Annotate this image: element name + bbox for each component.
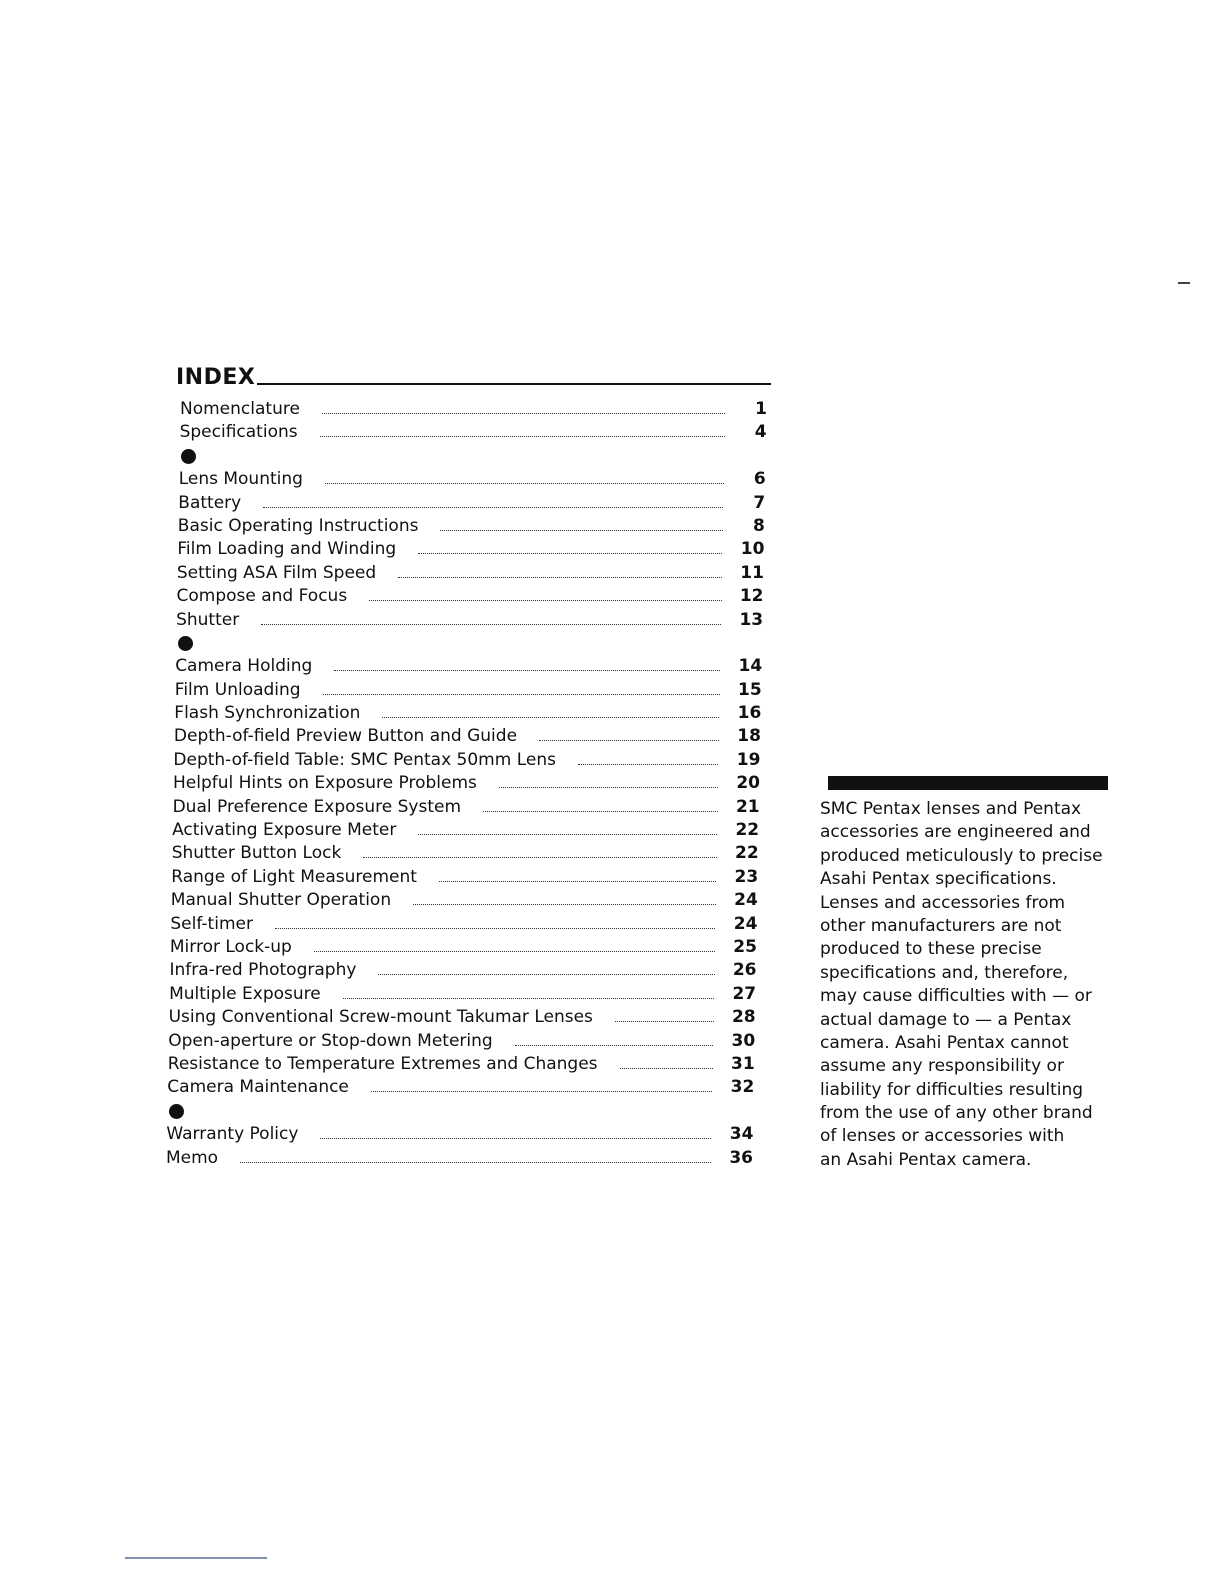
entry-page-number: 6 xyxy=(753,469,766,490)
index-entry xyxy=(174,725,765,748)
bullet-icon xyxy=(181,449,196,464)
entry-page-number: 28 xyxy=(731,1007,756,1028)
entry-page-number: 13 xyxy=(739,609,764,630)
dot-leader xyxy=(263,507,723,508)
dot-leader xyxy=(240,1162,711,1163)
index-entry xyxy=(180,421,771,444)
entry-title: Activating Exposure Meter xyxy=(172,820,397,841)
index-entry xyxy=(173,772,764,795)
entry-page-number: 4 xyxy=(754,422,767,443)
notice-text xyxy=(820,798,1140,1172)
bullet-icon xyxy=(169,1104,184,1119)
notice-line: produced to these precise xyxy=(820,939,1042,960)
dot-leader xyxy=(398,577,722,578)
entry-title: Lens Mounting xyxy=(178,469,303,490)
notice-line: SMC Pentax lenses and Pentax xyxy=(820,799,1082,819)
entry-page-number: 25 xyxy=(733,936,757,957)
entry-page-number: 20 xyxy=(736,773,760,794)
entry-page-number: 11 xyxy=(740,562,764,583)
dot-leader xyxy=(322,413,725,414)
entry-page-number: 24 xyxy=(734,890,758,911)
index-entry xyxy=(170,936,761,959)
notice-line: camera. Asahi Pentax cannot xyxy=(820,1032,1069,1053)
dot-leader xyxy=(440,530,722,531)
entry-page-number: 15 xyxy=(738,679,762,700)
index-entry xyxy=(177,538,768,561)
heading-rule xyxy=(257,383,771,385)
dot-leader xyxy=(261,624,721,625)
notice-bar xyxy=(828,776,1108,790)
dot-leader xyxy=(323,694,720,695)
entry-page-number: 10 xyxy=(740,539,765,560)
entry-title: Basic Operating Instructions xyxy=(177,515,419,536)
dot-leader xyxy=(413,904,716,905)
entry-page-number: 8 xyxy=(752,515,765,536)
dot-leader xyxy=(343,998,714,999)
index-entry xyxy=(173,796,764,819)
entry-page-number: 30 xyxy=(731,1030,756,1051)
entry-page-number: 18 xyxy=(737,726,761,747)
entry-title: Multiple Exposure xyxy=(169,983,321,1004)
index-entry xyxy=(167,1076,758,1099)
index-entry xyxy=(171,889,762,912)
index-entry xyxy=(175,679,766,702)
notice-line: from the use of any other brand xyxy=(820,1103,1093,1124)
notice-line: Lenses and accessories from xyxy=(820,892,1066,913)
entry-title: Mirror Lock-up xyxy=(169,936,292,957)
entry-page-number: 22 xyxy=(735,843,759,864)
notice-line: of lenses or accessories with xyxy=(820,1126,1065,1147)
entry-title: Infra-red Photography xyxy=(169,960,357,981)
entry-title: Depth-of-field Table: SMC Pentax 50mm Lens xyxy=(173,749,556,770)
dot-leader xyxy=(620,1068,713,1069)
entry-title: Helpful Hints on Exposure Problems xyxy=(173,773,477,794)
entry-page-number: 36 xyxy=(729,1147,753,1168)
entry-page-number: 32 xyxy=(730,1077,755,1098)
section-bullet xyxy=(179,445,770,468)
entry-title: Setting ASA Film Speed xyxy=(176,562,377,583)
scan-mark-top xyxy=(1178,282,1190,284)
index-entry xyxy=(168,1030,759,1053)
entry-title: Depth-of-field Preview Button and Guide xyxy=(173,726,518,747)
notice-line: Asahi Pentax specifications. xyxy=(820,869,1057,890)
entry-page-number: 19 xyxy=(736,749,761,770)
index-entry xyxy=(176,609,767,632)
dot-leader xyxy=(378,974,714,975)
notice-line: may cause difficulties with — or xyxy=(820,986,1092,1007)
index-entry xyxy=(170,913,761,936)
dot-leader xyxy=(499,787,718,788)
index-entry xyxy=(169,983,760,1006)
index-entry xyxy=(177,585,768,608)
dot-leader xyxy=(439,881,716,882)
dot-leader xyxy=(275,928,715,929)
entry-page-number: 14 xyxy=(738,656,763,677)
entry-title: Range of Light Measurement xyxy=(171,866,417,887)
index-entry xyxy=(180,398,771,421)
dot-leader xyxy=(483,811,718,812)
dot-leader xyxy=(325,483,724,484)
index-entry xyxy=(175,655,766,678)
notice-line: liability for difficulties resulting xyxy=(820,1079,1084,1100)
dot-leader xyxy=(515,1045,714,1046)
notice-line: an Asahi Pentax camera. xyxy=(820,1149,1032,1170)
index-entry xyxy=(173,749,764,772)
entry-title: Camera Holding xyxy=(175,656,313,677)
notice-line: actual damage to — a Pentax xyxy=(820,1009,1072,1030)
index-entry xyxy=(169,1006,760,1029)
notice-line: specifications and, therefore, xyxy=(820,962,1069,983)
index-entry xyxy=(166,1147,757,1170)
dot-leader xyxy=(363,857,716,858)
dot-leader xyxy=(371,1091,712,1092)
entry-title: Resistance to Temperature Extremes and Changes xyxy=(167,1053,598,1074)
entry-title: Compose and Focus xyxy=(176,586,348,607)
notice-line: assume any responsibility or xyxy=(820,1056,1064,1077)
entry-title: Film Unloading xyxy=(174,679,301,700)
section-bullet xyxy=(176,632,767,655)
entry-title: Specifications xyxy=(179,422,298,443)
entry-title: Shutter Button Lock xyxy=(171,843,342,864)
dot-leader xyxy=(314,951,715,952)
entry-page-number: 23 xyxy=(734,866,759,887)
index-heading xyxy=(176,360,771,390)
notice-line: other manufacturers are not xyxy=(820,915,1062,936)
index-entry xyxy=(179,468,770,491)
index-entry xyxy=(166,1123,757,1146)
index-entry xyxy=(171,866,762,889)
dot-leader xyxy=(418,834,717,835)
dot-leader xyxy=(369,600,721,601)
entry-page-number: 12 xyxy=(739,586,764,607)
dot-leader xyxy=(615,1021,714,1022)
entry-page-number: 34 xyxy=(729,1124,754,1145)
entry-page-number: 26 xyxy=(732,960,757,981)
index-entry xyxy=(178,492,769,515)
entry-page-number: 31 xyxy=(731,1053,755,1074)
entry-page-number: 27 xyxy=(732,983,757,1004)
entry-page-number: 22 xyxy=(735,820,760,841)
dot-leader xyxy=(382,717,719,718)
index-title: INDEX xyxy=(176,365,256,390)
bullet-icon xyxy=(178,636,193,651)
index-entry xyxy=(172,819,763,842)
entry-title: Battery xyxy=(178,492,242,513)
section-bullet xyxy=(167,1100,758,1123)
scan-mark-bottom xyxy=(125,1557,267,1559)
index-entry xyxy=(170,959,761,982)
compatibility-notice xyxy=(820,776,1140,1172)
index-section xyxy=(166,360,771,1170)
entry-title: Warranty Policy xyxy=(166,1124,299,1145)
dot-leader xyxy=(334,670,720,671)
entry-page-number: 21 xyxy=(735,796,760,817)
dot-leader xyxy=(539,740,719,741)
index-entry xyxy=(174,702,765,725)
entry-title: Memo xyxy=(166,1147,219,1168)
dot-leader xyxy=(578,764,718,765)
index-list xyxy=(166,398,771,1170)
entry-title: Dual Preference Exposure System xyxy=(172,796,462,817)
entry-title: Open-aperture or Stop-down Metering xyxy=(168,1030,493,1051)
index-entry xyxy=(178,515,769,538)
entry-title: Camera Maintenance xyxy=(167,1077,349,1098)
entry-page-number: 24 xyxy=(733,913,758,934)
notice-line: produced meticulously to precise xyxy=(820,845,1103,866)
dot-leader xyxy=(418,553,722,554)
dot-leader xyxy=(320,436,725,437)
entry-title: Flash Synchronization xyxy=(174,703,361,724)
entry-title: Nomenclature xyxy=(180,399,300,419)
dot-leader xyxy=(320,1138,711,1139)
entry-title: Film Loading and Winding xyxy=(177,539,397,560)
entry-title: Self-timer xyxy=(170,913,253,934)
index-entry xyxy=(172,842,763,865)
index-entry xyxy=(177,562,768,585)
entry-title: Using Conventional Screw-mount Takumar Lenses xyxy=(168,1007,593,1028)
entry-title: Shutter xyxy=(176,609,240,630)
entry-page-number: 1 xyxy=(755,399,767,419)
entry-title: Manual Shutter Operation xyxy=(170,890,392,911)
notice-line: accessories are engineered and xyxy=(820,822,1091,843)
index-entry xyxy=(168,1053,759,1076)
entry-page-number: 16 xyxy=(737,703,762,724)
entry-page-number: 7 xyxy=(753,492,766,513)
